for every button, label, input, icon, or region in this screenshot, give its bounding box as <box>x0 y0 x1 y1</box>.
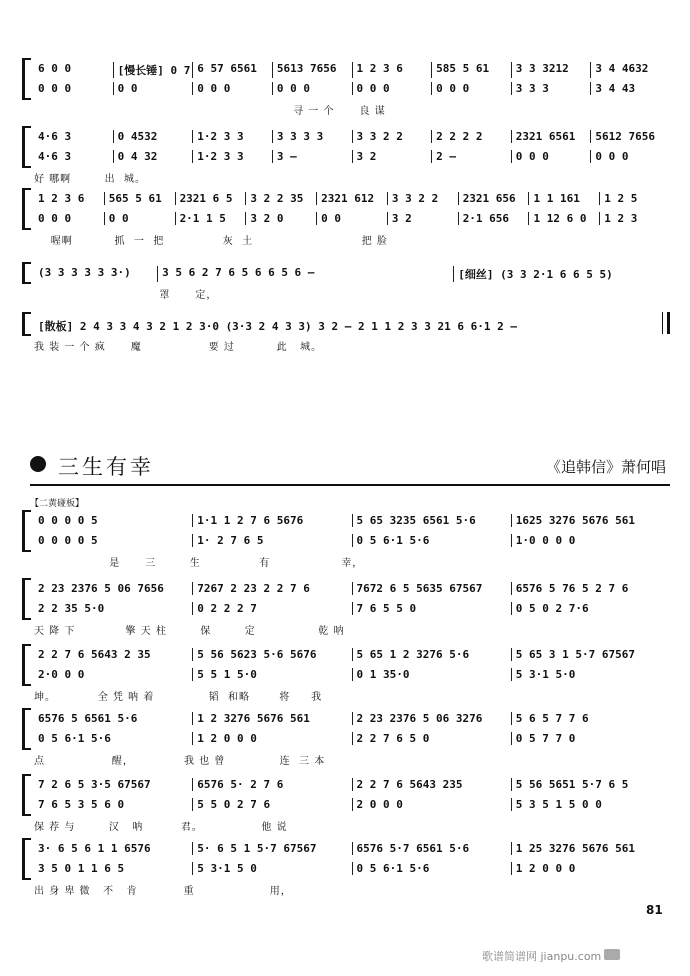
page-number: 81 <box>646 903 663 917</box>
score-system <box>22 262 670 302</box>
lyrics-line: 天 降 下 擎 天 柱 保 定 乾 呐 <box>34 626 345 637</box>
bottom-staff: 4·6 3 0 4 32 1·2 3 3 3 — 3 2 2 — 0 0 0 0 0 0 <box>34 150 670 163</box>
song-credit: 《追韩信》萧何唱 <box>545 458 666 476</box>
bottom-staff: 2 2 35 5·0 0 2 2 2 7 7 6 5 5 0 0 5 0 2 7·6 <box>34 602 670 615</box>
single-staff: [散板] 2 4 3 3 4 3 2 1 2 3·0 (3·3 2 4 3 3) 3 2 — 2 1 1 2 3 3 21 6 6·1 2 — <box>38 320 517 333</box>
tempo-marking: 【二黄碰板】 <box>30 499 85 509</box>
top-staff: 7 2 6 5 3·5 67567 6576 5· 2 7 6 2 2 7 6 5643 235 5 56 5651 5·7 6 5 <box>34 778 670 791</box>
song-title: 三生有幸 <box>58 455 154 479</box>
top-staff: 2 23 2376 5 06 7656 7267 2 23 2 2 7 6 7672 6 5 5635 67567 6576 5 76 5 2 7 6 <box>34 582 670 595</box>
score-system <box>22 58 670 120</box>
lyrics-line: 罩 定， <box>34 290 218 301</box>
score-system <box>22 644 670 706</box>
score-system <box>22 838 670 900</box>
score-system <box>22 774 670 836</box>
bottom-staff: 0 0 0 0 0 0 0 0 0 0 0 0 0 0 0 0 0 3 3 3 3 4 43 <box>34 82 670 95</box>
score-system <box>22 578 670 640</box>
lyrics-line: 寻 一 个 良 谋 <box>34 106 386 117</box>
lyrics-line: 出 身 卑 微 不 肯 重 用， <box>34 886 292 897</box>
score-system <box>22 126 670 188</box>
score-system <box>22 312 670 356</box>
song-title-bar <box>30 450 670 486</box>
lyrics-line: 喔啊 抓 一 把 灰 土 把 脸 <box>34 236 388 247</box>
top-staff: 6576 5 6561 5·6 1 2 3276 5676 561 2 23 2376 5 06 3276 5 6 5 7 7 6 <box>34 712 670 725</box>
top-staff: 3· 6 5 6 1 1 6576 5· 6 5 1 5·7 67567 6576 5·7 6561 5·6 1 25 3276 5676 561 <box>34 842 670 855</box>
bottom-staff: 0 5 6·1 5·6 1 2 0 0 0 2 2 7 6 5 0 0 5 7 7 0 <box>34 732 670 745</box>
score-system <box>22 510 670 572</box>
lyrics-line: 好 哪啊 出 城。 <box>34 174 146 185</box>
watermark-logo-icon <box>604 949 620 960</box>
lyrics-line: 点 醒， 我 也 曾 连 三 本 <box>34 756 326 767</box>
bottom-staff: 7 6 5 3 5 6 0 5 5 0 2 7 6 2 0 0 0 5 3 5 1 5 0 0 <box>34 798 670 811</box>
top-staff: 0 0 0 0 5 1·1 1 2 7 6 5676 5 65 3235 6561 5·6 1625 3276 5676 561 <box>34 514 670 527</box>
bottom-staff: 0 0 0 0 5 1· 2 7 6 5 0 5 6·1 5·6 1·0 0 0 0 <box>34 534 670 547</box>
top-staff: 4·6 3 0 4532 1·2 3 3 3 3 3 3 3 3 2 2 2 2 2 2 2321 6561 5612 7656 <box>34 130 670 143</box>
bottom-staff: 2·0 0 0 5 5 1 5·0 0 1 35·0 5 3·1 5·0 <box>34 668 670 681</box>
final-barline <box>662 312 670 334</box>
lyrics-line: 是 三 生 有 幸， <box>34 558 364 569</box>
single-staff: (3 3 3 3 3 3·) 3 5 6 2 7 6 5 6 6 5 6 — [细丝] (3 3 2·1 6 6 5 5) <box>34 266 670 282</box>
top-staff: 2 2 7 6 5643 2 35 5 56 5623 5·6 5676 5 65 1 2 3276 5·6 5 65 3 1 5·7 67567 <box>34 648 670 661</box>
score-system <box>22 188 670 250</box>
bottom-staff: 0 0 0 0 0 2·1 1 5 3 2 0 0 0 3 2 2·1 656 1 12 6 0 1 2 3 <box>34 212 670 225</box>
watermark: 歌谱简谱网 jianpu.com <box>482 948 620 964</box>
score-system <box>22 708 670 770</box>
bottom-staff: 3 5 0 1 1 6 5 5 3·1 5 0 0 5 6·1 5·6 1 2 0 0 0 <box>34 862 670 875</box>
top-staff: 1 2 3 6 565 5 61 2321 6 5 3 2 2 35 2321 612 3 3 2 2 2321 656 1 1 161 1 2 5 <box>34 192 670 205</box>
bullet-dot-icon <box>30 456 46 472</box>
lyrics-line: 坤。 全 凭 呐 着 韬 和略 将 我 <box>34 692 323 703</box>
lyrics-line: 保 荐 与 汉 呐 君。 他 说 <box>34 822 288 833</box>
top-staff: 6 0 0 [慢长锤] 0 7 6 57 6561 5613 7656 1 2 3 6 585 5 61 3 3 3212 3 4 4632 <box>34 62 670 78</box>
lyrics-line: 我 装 一 个 疯 魔 要 过 此 城。 <box>34 342 323 353</box>
